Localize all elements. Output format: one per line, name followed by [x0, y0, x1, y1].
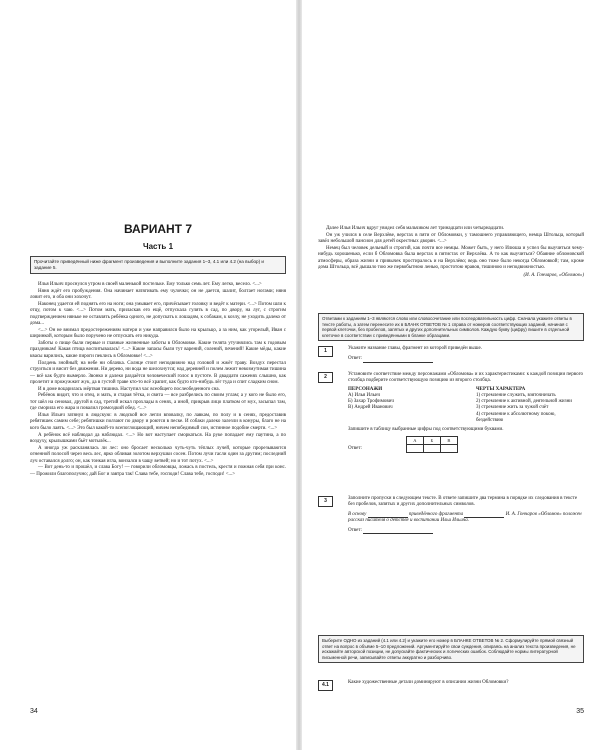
answer-line — [363, 528, 433, 534]
traits-column — [476, 387, 584, 425]
task-2 — [318, 372, 584, 453]
instruction-box: Прочитайте приведённый ниже фрагмент произведения и выполните задания 1–3, 4.1 или 4.2 (на выбор) и задание 5. — [30, 256, 286, 274]
list-item: А) Илья Ильич — [348, 392, 381, 398]
characters-column — [348, 387, 456, 425]
table-header: А — [406, 436, 423, 444]
answer-instruction-box: Ответами к заданиям 1–3 являются слово или словосочетание или последовательность цифр. Сначала укажите ответы в тексте работы, а затем перенесите их в БЛАНК ОТВЕТОВ № 1 справа от номеров соответствующих заданий, начиная с первой клеточки, без пробелов, запятых и других дополнительных символов. Каждую букву (цифру) пишите в отдельной клеточке в соответствии с приведёнными в бланке образцами. — [318, 313, 584, 341]
column-header: ПЕРСОНАЖИ — [348, 386, 383, 392]
task-number: 3 — [318, 496, 333, 507]
part-title: Часть 1 — [142, 242, 174, 251]
paragraph: А ребёнок всё наблюдал да наблюдал. <...> Но вот наступает сморкаться. На руке попадает ему паутина, а по воздуху, крылышками бьёт мотылёк... — [30, 432, 286, 445]
right-page — [302, 0, 600, 750]
paragraph: Немец был человек дельный и строгий, как почти все немцы. Может быть, у него Илюша и успел бы выучиться чему-нибудь хорошенько, если б Обломовка была верстах в пятистах от Верхлёва. А то как выучиться? Обаяние обломовской атмосферы, образа жизни и привычек простиралось и на Верхлёво; ведь оно тоже было некогда Обломовкой; там, кроме дома Штольца, всё дышало тою же первобытною ленью, простотою нравов, тишиною и неподвижностью. — [318, 245, 584, 271]
answer-cell — [406, 444, 423, 452]
blank-line — [464, 512, 504, 518]
task-text: Установите соответствие между персонажами «Обломова» и их характеристиками: к каждой позиции первого столбца подберите соответствующую позицию из второго столбца. — [348, 372, 584, 384]
fill-text: В основу — [348, 511, 367, 517]
paragraph: <...> Он не внимал предостережениям матери и уже направился было на крыльцо, а за ним, как угорелый, Иван с ширинкой, которым было поручено не отпускать его никуда. — [30, 327, 286, 340]
fill-text: И. А. Гончаров «Обломов» положен рассказ писателя о детстве и воспитании Ильи Ильича. — [348, 511, 582, 523]
answer-label: Ответ: — [348, 356, 362, 362]
left-page — [0, 0, 296, 750]
paragraph: Илья Ильич проснулся утром в своей маленькой постельке. Ему только семь лет. Ему легко, весело. <...> — [38, 282, 262, 287]
task-text: Какие художественные детали доминируют в описании жизни Обломовки? — [348, 680, 509, 685]
task-1 — [318, 346, 584, 363]
page-number: 34 — [30, 708, 38, 715]
answer-label: Ответ: — [348, 446, 362, 452]
task-number: 2 — [318, 372, 333, 383]
task-3 — [318, 496, 584, 534]
task-4-1 — [318, 680, 584, 686]
list-item: 4) стремление к абсолютному покою, бездействию — [476, 411, 556, 424]
paragraph: Ребёнок видит, что и отец, и мать, и старая тётка, и свита — все разбрелись по своим углам; а у кого не было его, тот шёл на сеновал, другой в сад, третий искал прохлады в сенях, а иной, прикрыв лицо платком от мух, засыпал там, где сморила его жара и повалил громоздкий обед. <...> — [30, 393, 286, 412]
fill-text: приведённого фрагмента — [408, 511, 464, 517]
paragraph: И в доме воцарилась мёртвая тишина. Наступил час всеобщего послеобеденного сна. — [38, 386, 220, 392]
answer-label: Ответ: — [348, 528, 362, 534]
table-header: В — [440, 436, 457, 444]
list-item: Б) Захар Трофимович — [348, 399, 394, 405]
list-item: 3) стремление жить за чужой счёт — [476, 405, 549, 411]
source-attribution: (И. А. Гончаров, «Обломов») — [523, 272, 584, 278]
column-header: ЧЕРТЫ ХАРАКТЕРА — [476, 386, 526, 392]
choice-instruction-box: Выберите ОДНО из заданий (4.1 или 4.2) и укажите его номер в БЛАНКЕ ОТВЕТОВ № 2. Сформулируйте прямой связный ответ на вопрос в объёме 5–10 предложений. Аргументируйте свои суждения, опираясь на анализ текста произведения, не искажайте авторской позиции, не допускайте фактических и логических ошибок. Соблюдайте нормы литературной письменной речи, записывайте ответы аккуратно и разборчиво. — [318, 635, 584, 663]
paragraph: Он уж учился в селе Верхлёве, верстах в пяти от Обломовки, у тамошнего управляющего, немца Штольца, который завёл небольшой пансион для детей окрестных дворян. <...> — [318, 232, 584, 245]
answer-line — [363, 357, 433, 363]
answer-cell — [423, 444, 440, 452]
paragraph: Полдень знойный; на небе ни облачка. Солнце стоит неподвижно над головой и жжёт траву. Воздух перестал струиться и висит без движения. Ни дерево, ни вода не шелохнутся; над деревней и полем лежит невозмутимая тишина — всё как будто вымерло. Звонко и далеко раздаётся человеческий голос в пустоте. В двадцати саженях слышно, как пролетит и прожужжит жук, да в густой траве кто-то всё храпит, как будто кто-нибудь лёг туда и спит сладким сном. — [30, 360, 286, 386]
paragraph: А иногда уж раскланялась ли лес: оно бросает несколько чуть-чуть тёплых лучей, которые прорезываются огненной полосой через весь лес, ярко обливая золотом верхушки сосен. Потом лучи гасли один за другим; последний луч оставался долго; он, как тонкая игла, вонзался в чащу ветвей; но и тот потух. <...> — [30, 445, 286, 464]
excerpt-continuation — [318, 226, 584, 279]
task-text: Укажите название главы, фрагмент из которой приведён выше. — [348, 346, 482, 351]
table-note: Запишите в таблицу выбранные цифры под соответствующими буквами. — [348, 427, 504, 433]
paragraph: Илья Ильич затянул в людскую: в людской все легли вповалку, по лавкам, по полу и в сенях, предоставив ребятишек самим себе; ребятишки ползают по двору и роются в песке. И собаки далеко залезли в конуры, благо не на кого было лаять. <...> Это был какой-то всепоглощающий, ничем непобедимый сон, истинное подобие смерти. <...> — [30, 412, 286, 432]
paragraph: Далее Илья Ильич вдруг увидел себя мальчиком лет тринадцати или четырнадцати. — [326, 226, 505, 231]
answer-table — [406, 436, 458, 453]
task-number: 1 — [318, 346, 333, 357]
list-item: 2) стремление к активной, деятельной жизни — [476, 399, 572, 405]
task-text: Заполните пропуски в следующем тексте. В ответе запишите два термина в порядке их следования в тексте без пробелов, запятых и других дополнительных символов. — [348, 496, 578, 508]
paragraph: Заботы о пище были первые и главные жизненные заботы в Обломовке. Какие телята утучнялись там к годовым праздникам! Какая птица воспитывалась! <...> Какие запасы были тут варений, солений, печений! Какие мёды, какие квасы варились, какие пироги пеклись в Обломовке! <...> — [30, 340, 286, 360]
excerpt-text — [30, 282, 286, 478]
list-item: 1) стремление служить, взяточничать — [476, 392, 556, 398]
paragraph: — Вот день-то и прошёл, и слава Богу! — говорили обломовцы, ложась в постель, крестя и пожная себя при конс. — Прожили благополучно; дай Бог и завтра так! Слава тебе, господи! Слава тебе, господи! <...> — [30, 465, 286, 477]
answer-cell — [440, 444, 457, 452]
list-item: В) Андрей Иванович — [348, 405, 393, 411]
table-header: Б — [423, 436, 440, 444]
page-number: 35 — [576, 708, 584, 715]
paragraph: Наконец удается ей поднять его на ноги; она умывает его, причёсывает головку и ведёт к матери. <...> Потом шли к отцу, потом к чаю. <...> Потом мать, приласкав его ещё, отпускала гулять в сад, по двору, на луг, с строгим подтверждением няньке не оставлять ребёнка одного, не допускать к лошадям, к собакам, к козлу, не уходить далеко от дома... — [30, 301, 286, 327]
variant-title: ВАРИАНТ 7 — [123, 222, 193, 236]
paragraph: Няня ждёт его пробуждения. Она начинает натягивать ему чулочки; он не дается, шалит, болтает ногами; няня ловит его, и оба они хохочут. — [30, 288, 286, 301]
task-number: 4.1 — [318, 680, 333, 691]
